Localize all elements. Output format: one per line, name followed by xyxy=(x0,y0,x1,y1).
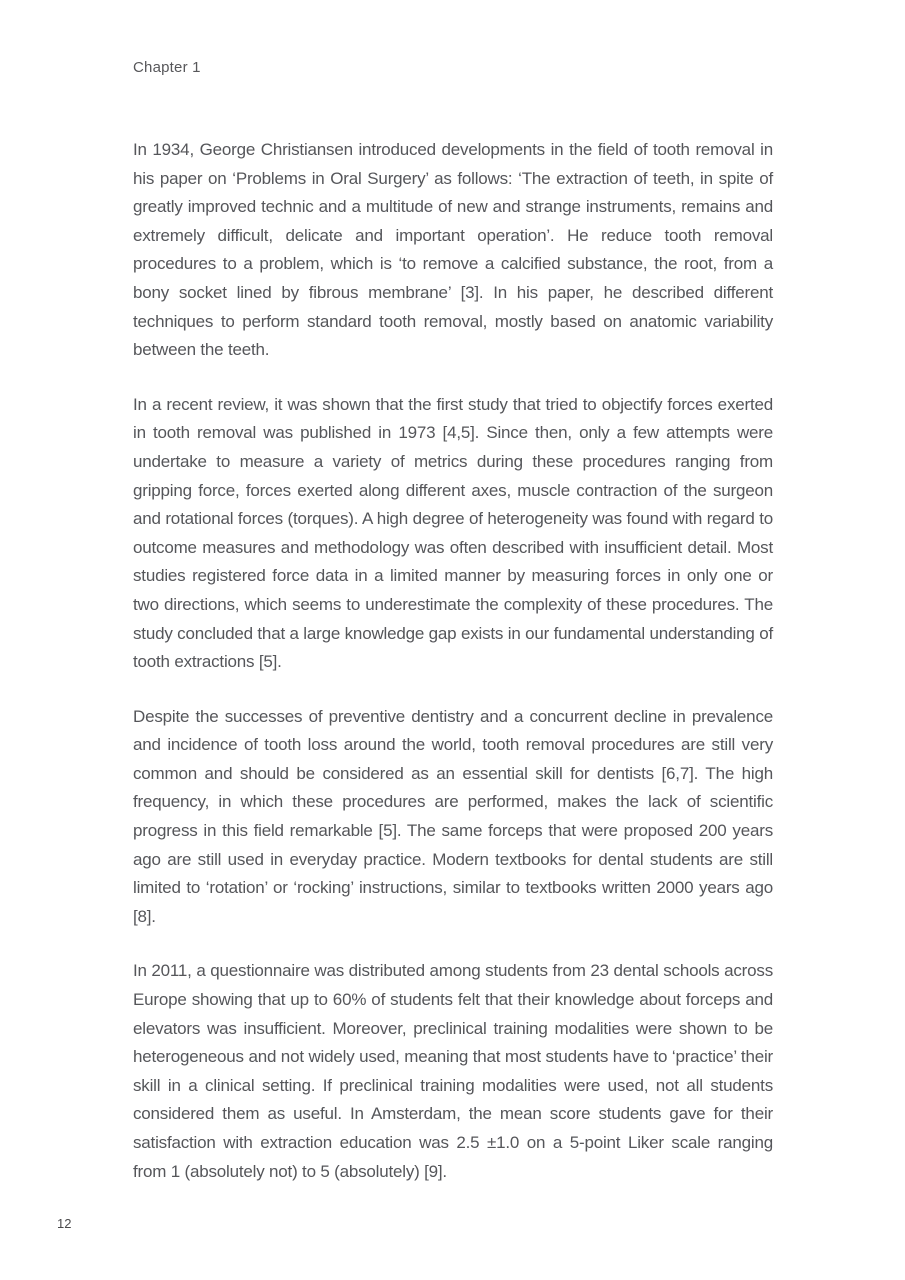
paragraph-intro-christiansen: In 1934, George Christiansen introduced developments in the field of tooth removal in his paper on ‘Problems in Oral Surgery’ as follows: ‘The extraction of teeth, in spite of greatly improved technic and a multitude of new and strange instruments, remains and extremely difficult, delicate and important operation’. He reduce tooth removal procedures to a problem, which is ‘to remove a calcified substance, the root, from a bony socket lined by fibrous membrane’ [3]. In his paper, he described different techniques to perform standard tooth removal, mostly based on anatomic variability between the teeth. xyxy=(133,140,773,360)
chapter-header: Chapter 1 xyxy=(133,59,201,76)
paragraph-questionnaire-2011: In 2011, a questionnaire was distributed among students from 23 dental schools across Europe showing that up to 60% of students felt that their knowledge about forceps and elevators was insufficient. Moreover, preclinical training modalities were shown to be heterogeneous and not widely used, meaning that most students have to ‘practice’ their skill in a clinical setting. If preclinical training modalities were used, not all students considered them as useful. In Amsterdam, the mean score students gave for their satisfaction with extraction education was 2.5 ±1.0 on a 5-point Liker scale ranging from 1 (absolutely not) to 5 (absolutely) [9]. xyxy=(133,961,773,1181)
page-number: 12 xyxy=(57,1216,72,1231)
article-body xyxy=(133,136,773,1186)
paragraph-recent-review: In a recent review, it was shown that the first study that tried to objectify forces exerted in tooth removal was published in 1973 [4,5]. Since then, only a few attempts were undertake to measure a variety of metrics during these procedures ranging from gripping force, forces exerted along different axes, muscle contraction of the surgeon and rotational forces (torques). A high degree of heterogeneity was found with regard to outcome measures and methodology was often described with insufficient detail. Most studies registered force data in a limited manner by measuring forces in only one or two directions, which seems to underestimate the complexity of these procedures. The study concluded that a large knowledge gap exists in our fundamental understanding of tooth extractions [5]. xyxy=(133,394,773,672)
paragraph-preventive-dentistry: Despite the successes of preventive dentistry and a concurrent decline in prevalence and incidence of tooth loss around the world, tooth removal procedures are still very common and should be considered as an essential skill for dentists [6,7]. The high frequency, in which these procedures are performed, makes the lack of scientific progress in this field remarkable [5]. The same forceps that were proposed 200 years ago are still used in everyday practice. Modern textbooks for dental students are still limited to ‘rotation’ or ‘rocking’ instructions, similar to textbooks written 2000 years ago [8]. xyxy=(133,706,773,926)
